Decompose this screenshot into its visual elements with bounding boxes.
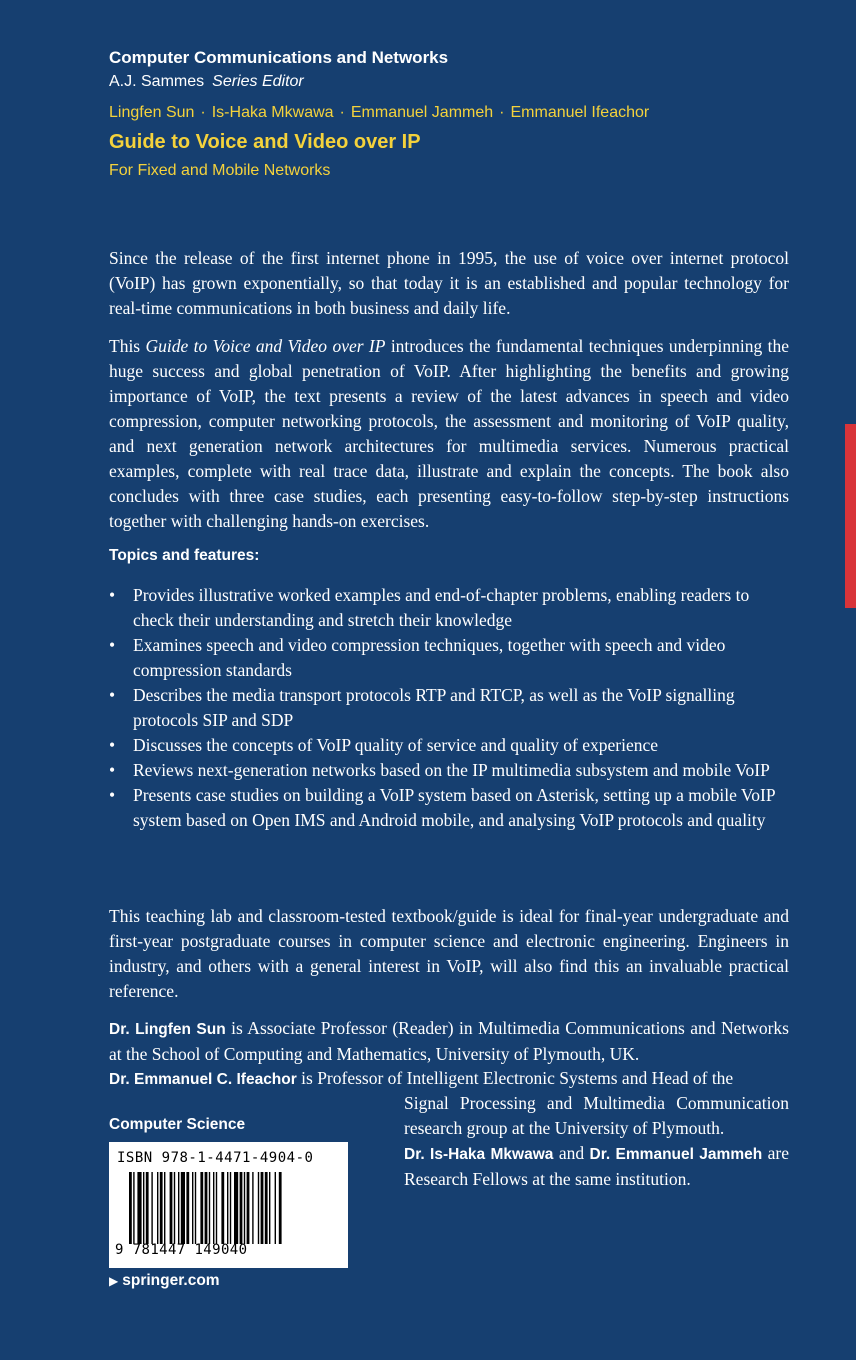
play-arrow-icon: ▶ bbox=[109, 1274, 119, 1288]
intro-paragraph-2 bbox=[109, 334, 789, 534]
barcode-bar bbox=[275, 1172, 276, 1244]
barcode-bar bbox=[252, 1172, 253, 1244]
intro-p2-body: introduces the fundamental techniques underpinning the huge success and global penetration of VoIP. After highlighting the benefits and growing importance of VoIP, the text presents a review of the latest advances in speech and video compression, computer networking protocols, the assessment and monitoring of VoIP quality, and next generation network architectures for multimedia services. Numerous practical examples, complete with real trace data, illustrate and explain the concepts. The book also concludes with three case studies, each presenting easy-to-follow step-by-step instructions together with challenging hands-on exercises. bbox=[109, 336, 789, 531]
bio-ifeachor-continued: Signal Processing and Multimedia Communication research group at the University of Plymouth. bbox=[404, 1093, 789, 1138]
barcode-bar bbox=[143, 1172, 144, 1244]
barcode-bar bbox=[151, 1172, 152, 1244]
barcode-bar bbox=[205, 1172, 208, 1244]
list-item bbox=[109, 683, 789, 733]
barcode-bar bbox=[170, 1172, 173, 1244]
barcode-bars bbox=[129, 1172, 329, 1244]
list-item-text: Examines speech and video compression techniques, together with speech and video compression standards bbox=[133, 635, 726, 680]
barcode-bar bbox=[216, 1172, 217, 1244]
author-separator: · bbox=[200, 104, 206, 121]
bio-mkwawa-name: Dr. Is-Haka Mkwawa bbox=[404, 1146, 554, 1163]
publisher-link[interactable] bbox=[109, 1272, 220, 1290]
bio-sun bbox=[109, 1016, 789, 1067]
barcode-bar bbox=[195, 1172, 196, 1244]
series-title: Computer Communications and Networks bbox=[109, 48, 449, 67]
barcode-bar bbox=[261, 1172, 264, 1244]
barcode-bar bbox=[244, 1172, 245, 1244]
barcode-bar bbox=[160, 1172, 163, 1244]
publisher-url: springer.com bbox=[122, 1272, 220, 1289]
barcode-bar bbox=[221, 1172, 224, 1244]
author-name: Is-Haka Mkwawa bbox=[211, 104, 334, 121]
barcode-bar bbox=[269, 1172, 270, 1244]
barcode-bar bbox=[234, 1172, 238, 1244]
bio-and: and bbox=[553, 1143, 590, 1163]
topics-list bbox=[109, 583, 789, 833]
list-item-text: Describes the media transport protocols RTP and RTCP, as well as the VoIP signalling protocols SIP and SDP bbox=[133, 685, 735, 730]
list-item bbox=[109, 783, 789, 833]
list-item-text: Presents case studies on building a VoIP system based on Asterisk, setting up a mobile VoIP system based on Open IMS and Android mobile, and analysing VoIP protocols and quality bbox=[133, 785, 775, 830]
bullet-icon: • bbox=[109, 685, 116, 705]
barcode-bar bbox=[174, 1172, 175, 1244]
book-subtitle: For Fixed and Mobile Networks bbox=[109, 162, 331, 179]
audience-paragraph: This teaching lab and classroom-tested textbook/guide is ideal for final-year undergraduate and first-year postgraduate courses in computer science and electronic engineering. Engineers in industry, and others with a general interest in VoIP, will also find this an invaluable practical reference. bbox=[109, 906, 789, 1001]
author-list bbox=[109, 102, 649, 124]
cover-header bbox=[109, 46, 649, 182]
author-separator: · bbox=[499, 104, 505, 121]
bio-ifeachor bbox=[109, 1066, 789, 1092]
subject-category: Computer Science bbox=[109, 1116, 246, 1133]
barcode-bar bbox=[157, 1172, 158, 1244]
intro-paragraph-1: Since the release of the first internet phone in 1995, the use of voice over internet protocol (VoIP) has grown exponentially, so that today it is an established and popular technology for real-time communications in both business and daily life. bbox=[109, 248, 789, 318]
isbn-label: ISBN 978-1-4471-4904-0 bbox=[117, 1150, 314, 1166]
barcode-bar bbox=[240, 1172, 243, 1244]
book-title: Guide to Voice and Video over IP bbox=[109, 131, 421, 153]
list-item bbox=[109, 633, 789, 683]
bio-sun-text: is Associate Professor (Reader) in Multimedia Communications and Networks at the School of Computing and Mathematics, University of Plymouth, UK. bbox=[109, 1018, 789, 1064]
topics-heading: Topics and features: bbox=[109, 547, 260, 564]
barcode-bar bbox=[146, 1172, 149, 1244]
barcode-bar bbox=[258, 1172, 259, 1244]
bio-jammeh-name: Dr. Emmanuel Jammeh bbox=[589, 1146, 763, 1163]
barcode-bar bbox=[279, 1172, 282, 1244]
list-item bbox=[109, 583, 789, 633]
list-item bbox=[109, 733, 789, 758]
barcode-bar bbox=[178, 1172, 179, 1244]
barcode-bar bbox=[200, 1172, 203, 1244]
barcode-bar bbox=[213, 1172, 214, 1244]
barcode-bar bbox=[227, 1172, 228, 1244]
isbn-barcode bbox=[109, 1142, 348, 1268]
bio-ifeachor-name: Dr. Emmanuel C. Ifeachor bbox=[109, 1071, 297, 1088]
barcode-digits: 9 781447 149040 bbox=[115, 1242, 248, 1258]
barcode-bar bbox=[186, 1172, 189, 1244]
barcode-bar bbox=[209, 1172, 210, 1244]
barcode-bar bbox=[192, 1172, 193, 1244]
author-separator: · bbox=[339, 104, 345, 121]
barcode-bar bbox=[137, 1172, 141, 1244]
barcode-bar bbox=[265, 1172, 268, 1244]
bullet-icon: • bbox=[109, 635, 116, 655]
red-edge-tab bbox=[845, 424, 856, 608]
barcode-bar bbox=[164, 1172, 165, 1244]
author-name: Emmanuel Jammeh bbox=[350, 104, 494, 121]
list-item-text: Provides illustrative worked examples and end-of-chapter problems, enabling readers to check their understanding and stretch their knowledge bbox=[133, 585, 750, 630]
bio-fellows-text: are Research Fellows at the same institution. bbox=[404, 1143, 789, 1189]
intro-p2-prefix: This bbox=[109, 336, 146, 356]
bio-sun-name: Dr. Lingfen Sun bbox=[109, 1021, 226, 1038]
bullet-icon: • bbox=[109, 585, 116, 605]
barcode-bar bbox=[133, 1172, 134, 1244]
bullet-icon: • bbox=[109, 760, 116, 780]
intro-p2-book-title: Guide to Voice and Video over IP bbox=[145, 336, 386, 356]
list-item-text: Reviews next-generation networks based on the IP multimedia subsystem and mobile VoIP bbox=[133, 760, 770, 780]
series-editor-name: A.J. Sammes bbox=[109, 73, 205, 90]
list-item bbox=[109, 758, 789, 783]
author-name: Lingfen Sun bbox=[109, 104, 195, 121]
bullet-icon: • bbox=[109, 735, 116, 755]
barcode-bar bbox=[181, 1172, 185, 1244]
bio-fellows bbox=[404, 1141, 789, 1192]
bio-ifeachor-text: is Professor of Intelligent Electronic Systems and Head of the bbox=[296, 1068, 734, 1088]
barcode-bar bbox=[247, 1172, 250, 1244]
bullet-icon: • bbox=[109, 785, 116, 805]
series-editor bbox=[109, 70, 649, 94]
series-editor-role: Series Editor bbox=[212, 73, 304, 90]
barcode-bar bbox=[129, 1172, 132, 1244]
barcode-bar bbox=[230, 1172, 231, 1244]
author-name: Emmanuel Ifeachor bbox=[510, 104, 650, 121]
list-item-text: Discusses the concepts of VoIP quality of service and quality of experience bbox=[133, 735, 659, 755]
